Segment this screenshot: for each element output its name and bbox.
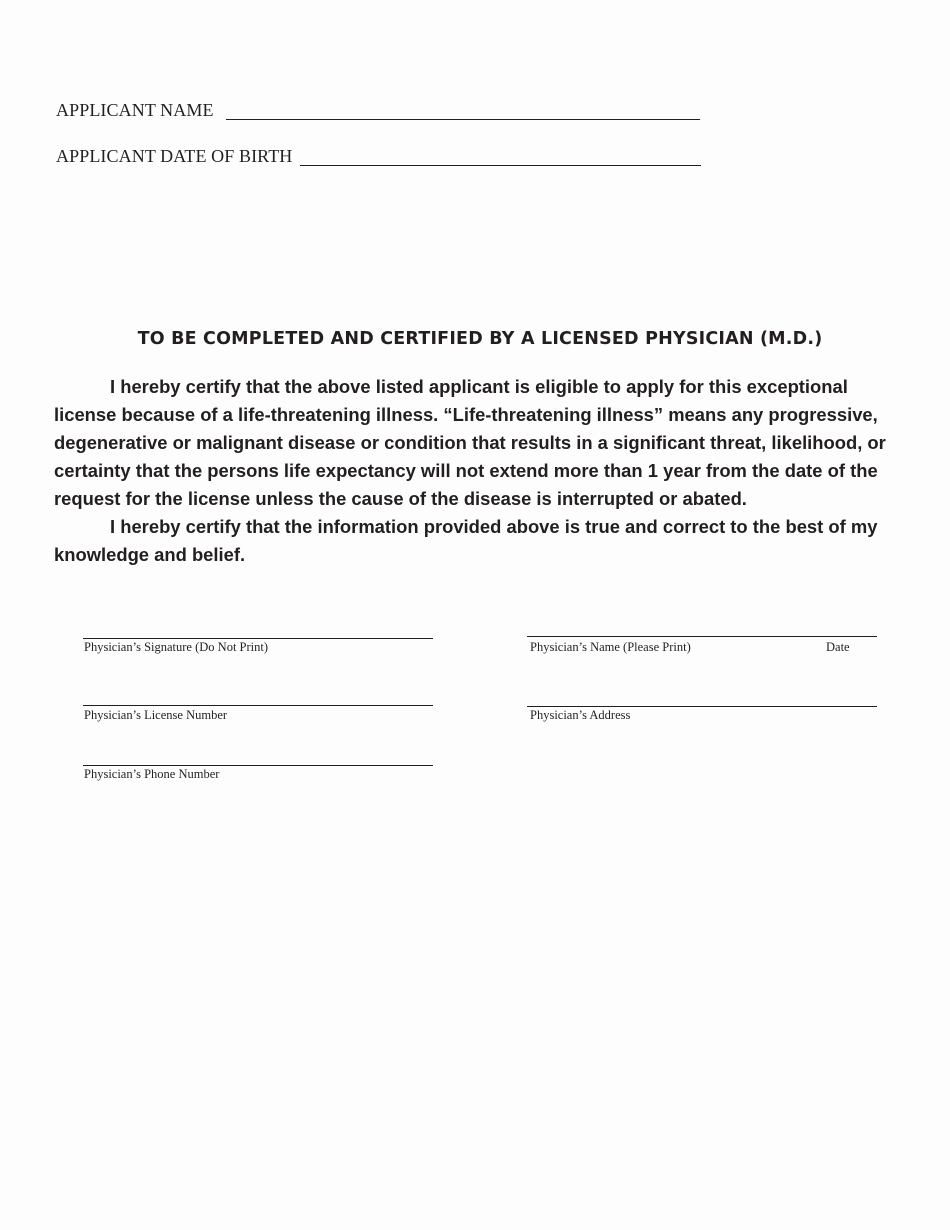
applicant-dob-field[interactable] [56,146,292,167]
certification-text [54,373,904,569]
certification-heading: TO BE COMPLETED AND CERTIFIED BY A LICENSED PHYSICIAN (M.D.) [137,329,823,349]
applicant-name-line[interactable] [226,119,700,120]
applicant-name-label: APPLICANT NAME [56,100,214,120]
phone-number-line[interactable] [83,765,433,766]
phone-number-label: Physician’s Phone Number [84,767,220,781]
date-label: Date [826,640,850,654]
physician-name-date-line[interactable] [527,636,877,637]
physician-name-label: Physician’s Name (Please Print) [530,640,691,654]
certification-paragraph-eligibility: I hereby certify that the above listed applicant is eligible to apply for this exceptional license because of a life-threatening illness. “Life-threatening illness” means any progressive, degenerative or malignant disease or condition that results in a significant threat, likelihood, or certainty that the persons life expectancy will not extend more than 1 year from the date of the request for the license unless the cause of the disease is interrupted or abated. [54,376,886,509]
license-number-line[interactable] [83,705,433,706]
license-number-label: Physician’s License Number [84,708,228,722]
applicant-name-field[interactable] [56,100,214,121]
address-line[interactable] [527,706,877,707]
applicant-dob-line[interactable] [300,165,701,166]
certification-paragraph-truth: I hereby certify that the information provided above is true and correct to the best of my knowledge and belief. [54,516,878,565]
applicant-dob-label: APPLICANT DATE OF BIRTH [56,146,293,166]
signature-label: Physician’s Signature (Do Not Print) [84,640,269,654]
signature-line[interactable] [83,638,433,639]
address-label: Physician’s Address [530,708,631,722]
